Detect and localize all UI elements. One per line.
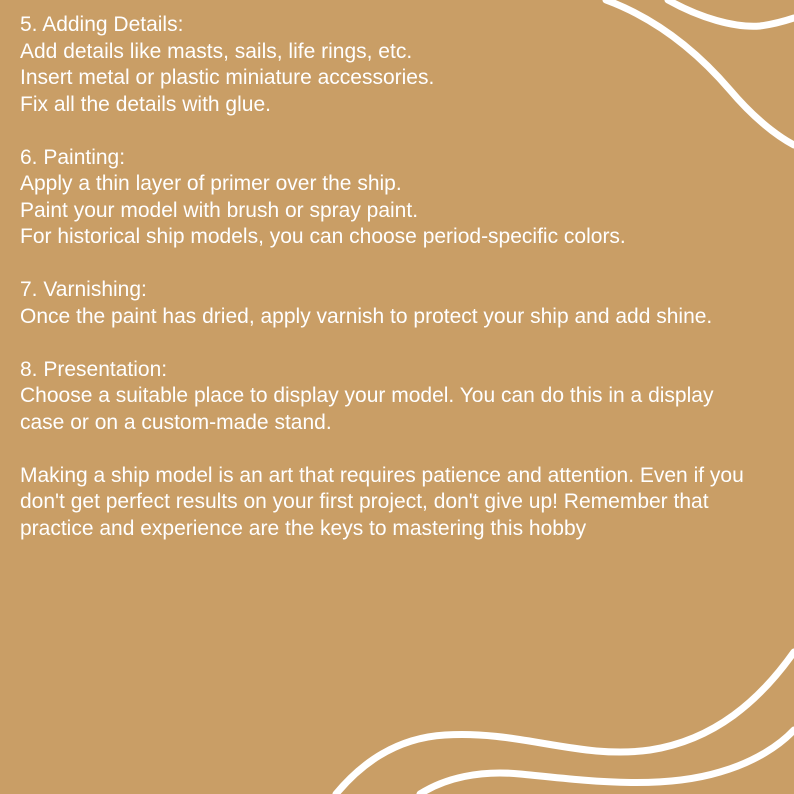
step-section-adding-details <box>20 12 760 118</box>
step-heading: 5. Adding Details: <box>20 13 184 36</box>
step-line: Insert metal or plastic miniature accessories. <box>20 66 435 89</box>
step-section-painting <box>20 145 760 251</box>
step-heading: 6. Painting: <box>20 145 126 169</box>
step-section-varnishing <box>20 277 760 330</box>
step-line: Paint your model with brush or spray paint. <box>20 198 419 222</box>
closing-paragraph: Making a ship model is an art that requires patience and attention. Even if you don't get perfect results on your first project, don't give up! Remember that practice and experience are the keys to mastering this hobby <box>20 463 744 540</box>
step-section-presentation <box>20 357 760 437</box>
step-heading: 8. Presentation: <box>20 357 168 381</box>
bottom-wave-inner <box>420 730 794 794</box>
step-line: Apply a thin layer of primer over the ship. <box>20 172 402 195</box>
step-line: Add details like masts, sails, life rings, etc. <box>20 39 413 63</box>
step-line: Once the paint has dried, apply varnish to protect your ship and add shine. <box>20 304 713 328</box>
bottom-wave-outer <box>336 652 794 794</box>
step-line: For historical ship models, you can choose period-specific colors. <box>20 225 626 248</box>
step-heading: 7. Varnishing: <box>20 278 147 301</box>
step-line: Choose a suitable place to display your model. You can do this in a display case or on a custom-made stand. <box>20 384 714 434</box>
step-line: Fix all the details with glue. <box>20 92 271 116</box>
instructions-text <box>20 12 760 542</box>
